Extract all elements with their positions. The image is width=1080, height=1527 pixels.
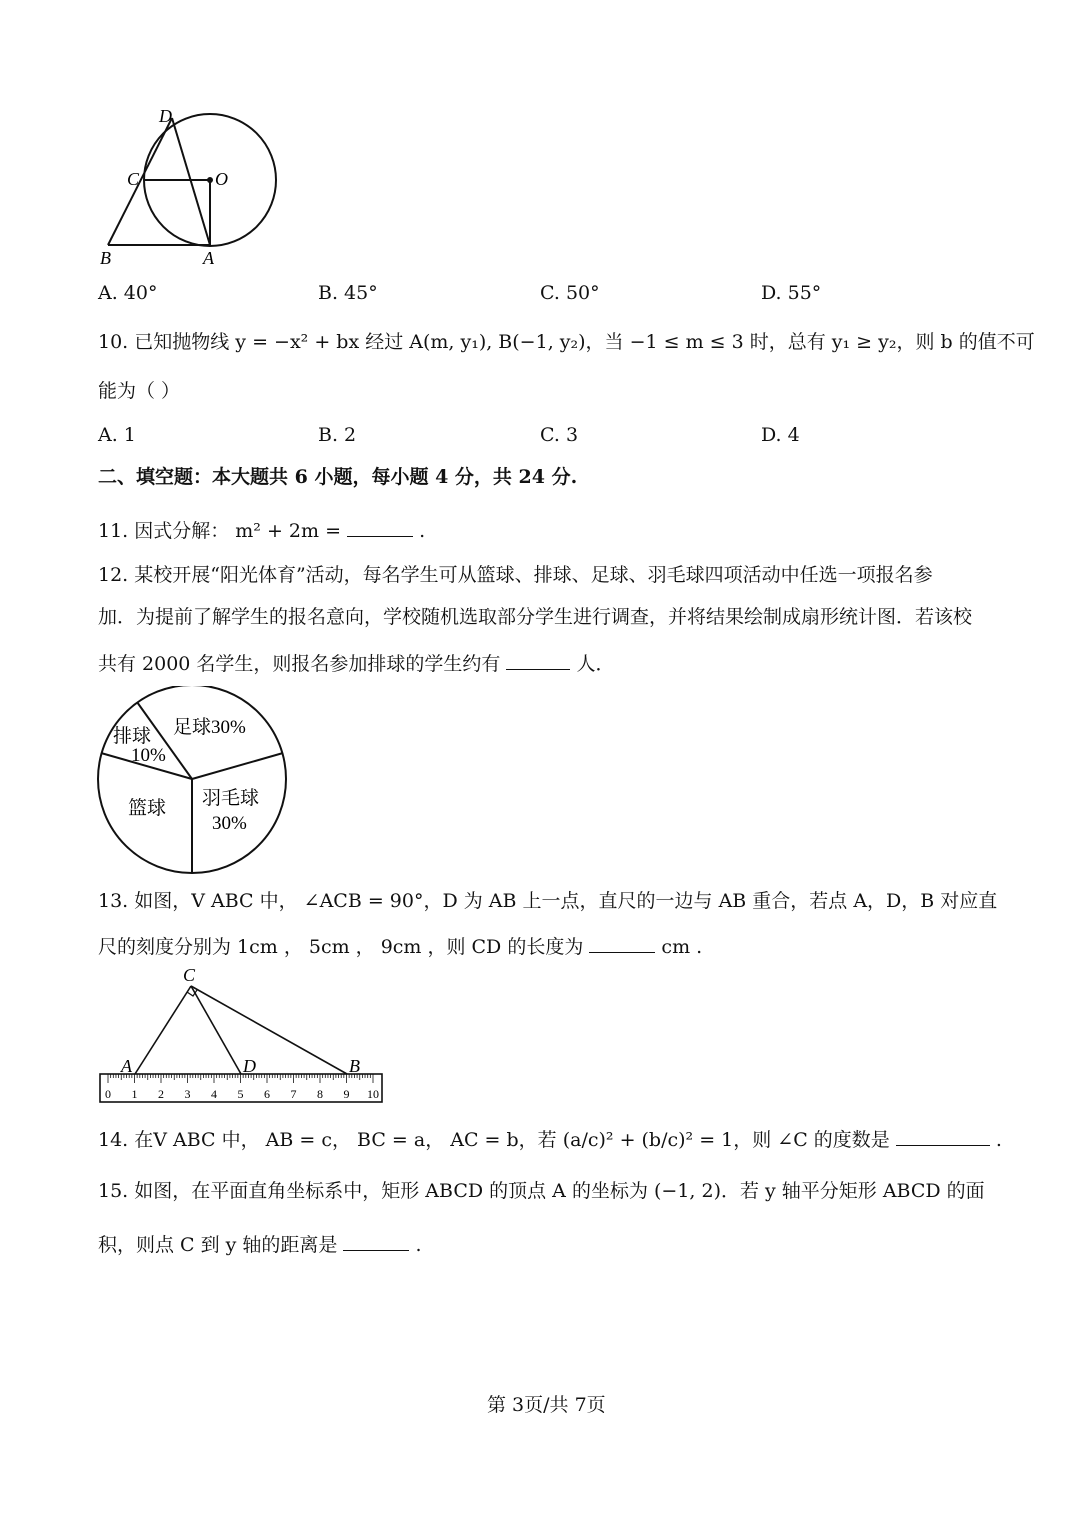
q10-option-b: B. 2	[318, 424, 357, 446]
slice-label-volleyball-pct: 10%	[131, 745, 166, 766]
section2-heading: 二、填空题：本大题共 6 小题，每小题 4 分，共 24 分.	[98, 466, 578, 488]
ruler-number: 5	[237, 1087, 244, 1101]
ruler-number: 2	[158, 1087, 164, 1101]
q12-line3	[98, 651, 615, 674]
ruler-number: 4	[211, 1087, 217, 1101]
ruler-numbers	[105, 1087, 379, 1101]
q14-end: .	[995, 1129, 1002, 1151]
q14-text: 14. 在V ABC 中， AB = c， BC = a， AC = b，若 (a/c)² + (b/c)² = 1，则 ∠C 的度数是	[98, 1129, 890, 1151]
q15-line2	[98, 1232, 422, 1255]
q10-option-c: C. 3	[540, 424, 579, 446]
ruler-number: 10	[367, 1087, 379, 1101]
q11	[98, 518, 425, 541]
ruler-number: 1	[131, 1087, 138, 1101]
q10-line2: 能为（ ）	[98, 380, 181, 402]
q10-option-a: A. 1	[98, 424, 136, 446]
q10-line1: 10. 已知抛物线 y = −x² + bx 经过 A(m, y₁), B(−1, y₂)，当 −1 ≤ m ≤ 3 时，总有 y₁ ≥ y₂，则 b 的值不可	[98, 331, 1035, 353]
ruler-number: 3	[184, 1087, 191, 1101]
q9-option-a: A. 40°	[98, 282, 158, 304]
slice-label-badminton-pct: 30%	[212, 813, 247, 834]
q13-label-a: A	[121, 1056, 132, 1076]
q14	[98, 1127, 1002, 1150]
q13-figure	[95, 963, 387, 1105]
q12-line3-text: 共有 2000 名学生，则报名参加排球的学生约有	[98, 653, 501, 675]
label-d: D	[159, 106, 172, 126]
label-o: O	[215, 169, 228, 189]
page-footer: 第 3页/共 7页	[487, 1394, 606, 1416]
ruler-number: 0	[105, 1087, 111, 1101]
q12-line1: 12. 某校开展“阳光体育”活动，每名学生可从篮球、排球、足球、羽毛球四项活动中任选一项报名参	[98, 564, 933, 586]
q10-option-d: D. 4	[761, 424, 800, 446]
q15-line1: 15. 如图，在平面直角坐标系中，矩形 ABCD 的顶点 A 的坐标为 (−1, 2)．若 y 轴平分矩形 ABCD 的面	[98, 1180, 985, 1202]
slice-label-basketball: 篮球	[128, 798, 167, 819]
q12-line2: 加．为提前了解学生的报名意向，学校随机选取部分学生进行调查，并将结果绘制成扇形统计图．若该校	[98, 606, 973, 628]
q12-pie-chart	[95, 686, 295, 876]
pie-divider-right	[192, 753, 283, 779]
slice-label-football: 足球30%	[173, 717, 246, 738]
q13-label-b: B	[349, 1056, 360, 1076]
q9-option-d: D. 55°	[761, 282, 822, 304]
q9-option-c: C. 50°	[540, 282, 600, 304]
q13-line2-text: 尺的刻度分别为 1cm ， 5cm ， 9cm ，则 CD 的长度为	[98, 936, 584, 958]
ruler-number: 9	[343, 1087, 350, 1101]
q13-label-c: C	[183, 965, 196, 985]
slice-label-badminton: 羽毛球	[202, 788, 260, 809]
q13-line2-end: cm .	[661, 936, 703, 958]
ruler-number: 6	[264, 1087, 270, 1101]
q15-blank	[343, 1232, 409, 1251]
q12-line3-end: 人．	[576, 653, 615, 675]
q13-blank	[589, 934, 655, 953]
q15-line2-text: 积，则点 C 到 y 轴的距离是	[98, 1234, 338, 1256]
q15-line2-end: .	[415, 1234, 422, 1256]
q11-blank	[347, 518, 413, 537]
q11-end: .	[419, 520, 426, 542]
q13-line1: 13. 如图，V ABC 中， ∠ACB = 90°，D 为 AB 上一点，直尺的一边与 AB 重合，若点 A，D，B 对应直	[98, 890, 998, 912]
q9-figure	[95, 100, 295, 272]
q9-option-b: B. 45°	[318, 282, 378, 304]
q13-label-d: D	[243, 1056, 256, 1076]
q11-text: 11. 因式分解： m² + 2m =	[98, 520, 341, 542]
label-a: A	[203, 248, 214, 268]
ruler-number: 7	[290, 1087, 297, 1101]
ruler-ticks	[108, 1074, 373, 1083]
q14-blank	[896, 1127, 990, 1146]
q12-blank	[506, 651, 570, 670]
q13-line2	[98, 934, 702, 957]
label-b: B	[100, 248, 111, 268]
label-c: C	[127, 169, 140, 189]
ruler-number: 8	[317, 1087, 323, 1101]
slice-label-volleyball: 排球	[113, 726, 152, 747]
